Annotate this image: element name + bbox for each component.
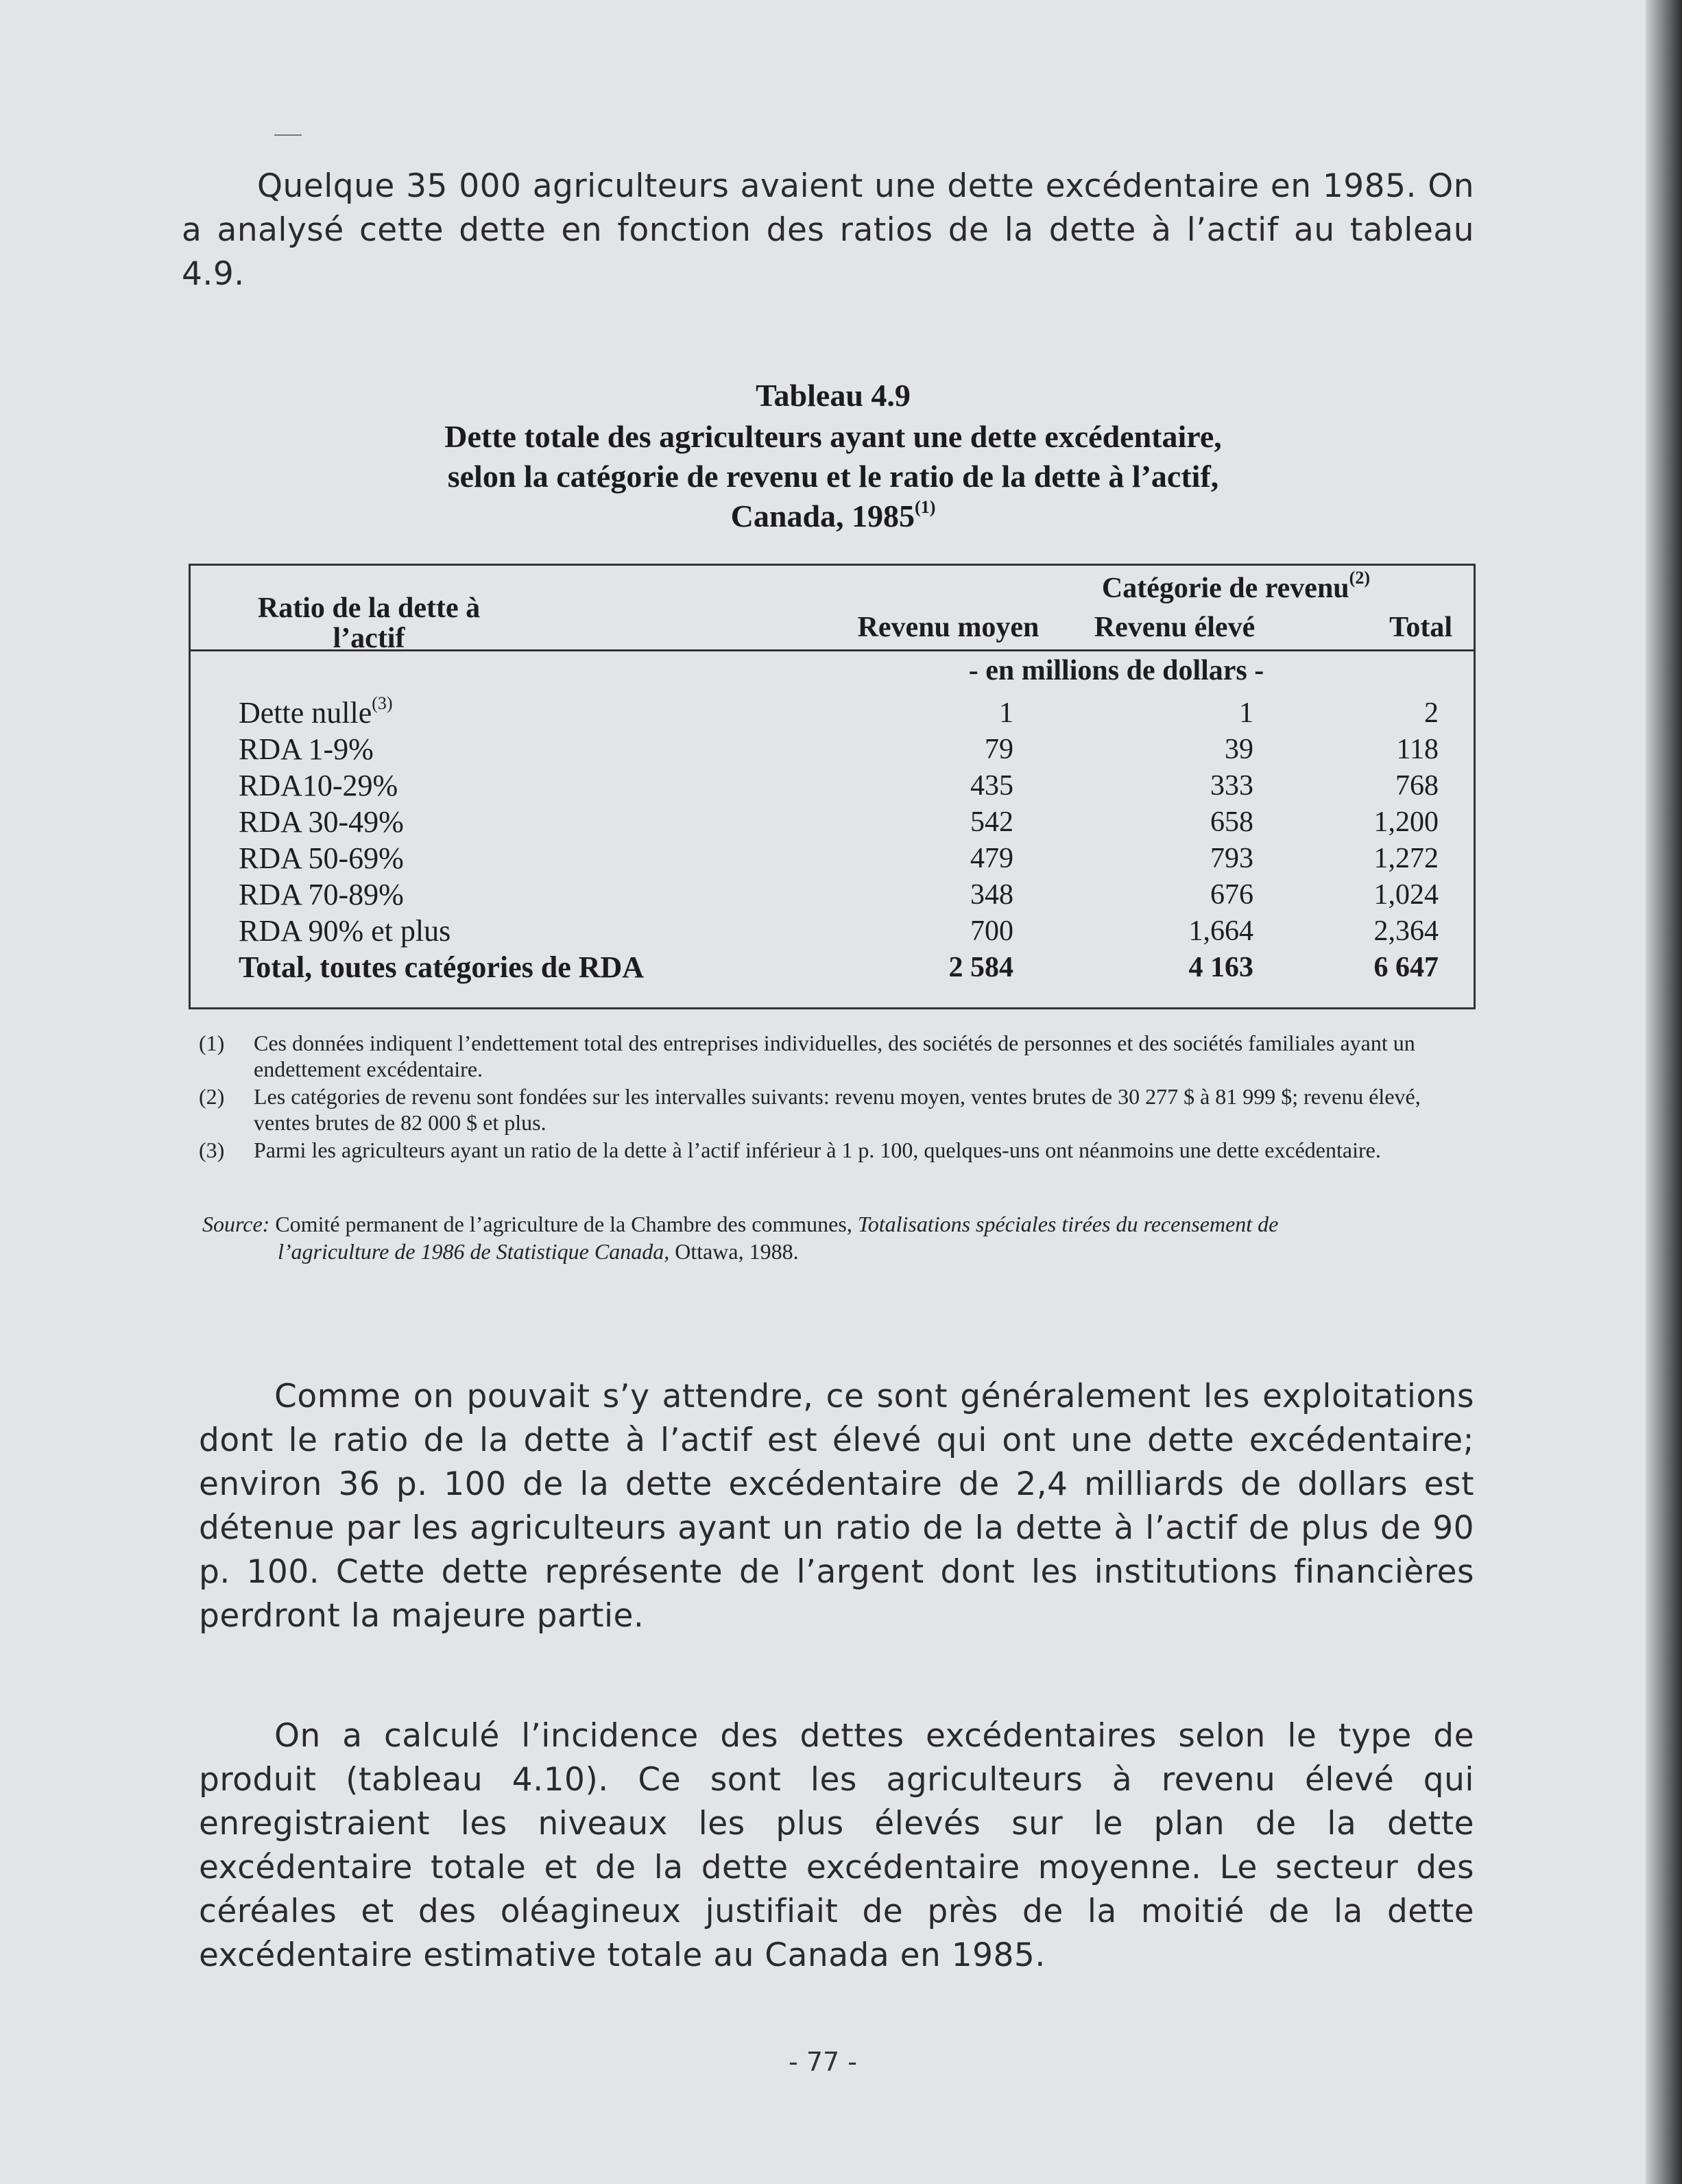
source-label: Source:: [202, 1212, 270, 1236]
cell-revenu-eleve: 4 163: [1188, 952, 1253, 983]
cell-total: 1,272: [1373, 843, 1439, 874]
header-divider: [191, 649, 1474, 651]
cell-total: 2,364: [1373, 915, 1439, 947]
cell-total: 118: [1396, 734, 1439, 765]
cell-revenu-moyen: 479: [970, 843, 1013, 874]
table-title-line-2: selon la catégorie de revenu et le ratio de la dette à l’actif,: [447, 459, 1219, 494]
table-row-label: RDA 30-49%: [239, 805, 404, 839]
table-row-label: RDA 50-69%: [239, 841, 404, 875]
column-header-category: Catégorie de revenu$^{(2)}$: [1101, 568, 1370, 604]
cell-total: 768: [1395, 770, 1439, 802]
source-text-start: Comité permanent de l’agriculture de la Chambre des communes,: [275, 1212, 852, 1236]
cell-total: 6 647: [1373, 952, 1439, 983]
page-number: - 77 -: [789, 2047, 857, 2077]
data-table: [189, 564, 1476, 1009]
table-title-line-3: Canada, 1985$^{(1)}$: [730, 497, 936, 533]
paragraph-intro: Quelque 35 000 agriculteurs avaient une dette excédentaire en 1985. On a analysé cette dette en fonction des ratios de la dette à l’actif au tableau 4.9.: [182, 167, 1474, 293]
table-row-label: RDA10-29%: [239, 769, 398, 802]
table-title: [192, 417, 1474, 536]
paragraph-product: On a calculé l’incidence des dettes excédentaires selon le type de produit (tableau 4.10). Ce sont les agriculteurs à revenu élevé qui enregistraient les niveaux les plus élevés sur le plan de la dette excédentaire totale et de la dette excédentaire moyenne. Le secteur des céréales et des oléagineux justifiait de près de la moitié de la dette excédentaire estimative totale au Canada en 1985.: [199, 1717, 1474, 1974]
cell-revenu-eleve: 1: [1239, 697, 1253, 729]
source-text-end: Ottawa, 1988.: [675, 1239, 799, 1264]
cell-total: 2: [1424, 697, 1439, 729]
cell-revenu-eleve: 39: [1225, 734, 1253, 765]
cell-total: 1,024: [1373, 879, 1439, 911]
cell-revenu-eleve: 333: [1210, 770, 1253, 802]
cell-revenu-moyen: 700: [970, 915, 1013, 947]
column-header-ratio: Ratio de la dette à l’actif: [257, 592, 481, 654]
source-note: [202, 1210, 1457, 1265]
source-title-1: Totalisations spéciales tirées du recensement de: [857, 1212, 1279, 1236]
column-header-revenu-eleve: Revenu élevé: [1094, 612, 1256, 643]
cell-revenu-eleve: 793: [1210, 843, 1253, 874]
page-edge: [1646, 0, 1682, 2184]
unit-label: - en millions de dollars -: [968, 655, 1264, 686]
cell-revenu-moyen: 348: [970, 879, 1013, 911]
cell-revenu-moyen: 542: [970, 806, 1013, 838]
cell-revenu-eleve: 1,664: [1188, 915, 1253, 947]
table-row-label: RDA 90% et plus: [239, 914, 451, 948]
cell-revenu-eleve: 658: [1210, 806, 1253, 838]
table-row-label: Dette nulle$^{(3)}$: [239, 693, 393, 730]
cell-total: 1,200: [1373, 806, 1439, 838]
cell-revenu-moyen: 79: [985, 734, 1013, 765]
table-row-label: RDA 70-89%: [239, 878, 404, 911]
stray-mark: [274, 134, 302, 136]
cell-revenu-moyen: 435: [970, 770, 1013, 802]
column-header-total: Total: [1389, 612, 1452, 643]
page: Quelque 35 000 agriculteurs avaient une dette excédentaire en 1985. On a analysé cette dette en fonction des ratios de la dette à l’actif au tableau 4.9. Tableau 4.9 Dette totale des agriculteurs ayant une dette excédentaire, selon la catégorie de revenu et le ratio de la dette à l’actif, Canada, 1985$^{(1)}$ Ratio de la dette à l’actif Catégorie de revenu$^{(2)}$ Revenu moyen Revenu élevé Total - en millions de dollars - Dette nulle$^{(3)}$ 1 1 2 RDA 1-9% 79 39 118 RDA10-29% 435 333 768 RDA 30-49% 542 658 1,200 RDA 50-69% 479 793 1,272 RDA 70-89% 348 676 1,024 RDA 90% et plus 700 1,664 2,364 Total, toutes catégories de RDA 2 584 4 163 6 647 (1) Ces données indiquent l’endettement total des entreprises individuelles, des sociétés de personnes et des sociétés familiales ayant un endettement excédentaire. (2) Les catégories de revenu sont fondées sur les intervalles suivants: revenu moyen, ventes brutes de 30 277 $ à 81 999 $; revenu élevé, ventes brutes de 82 000 $ et plus. (3) Parmi les agriculteurs ayant un ratio de la dette à l’actif inférieur à 1 p. 100, quelques-uns ont néanmoins une dette excédentaire. Source: Comité permanent de l’agriculture de la Chambre des communes, Totalisations spéciales tirées du recensement de l’agriculture de 1986 de Statistique Canada, Ottawa, 1988. Comme on pouvait s’y attendre, ce sont généralement les exploitations dont le ratio de la dette à l’actif est élevé qui ont une dette excédentaire; environ 36 p. 100 de la dette excédentaire de 2,4 milliards de dollars est détenue par les agriculteurs ayant un ratio de la dette à l’actif de plus de 90 p. 100. Cette dette représente de l’argent dont les institutions financières perdront la majeure partie. On a calculé l’incidence des dettes excédentaires selon le type de produit (tableau 4.10). Ce sont les agriculteurs à revenu élevé qui enregistraient les niveaux les plus élevés sur le plan de la dette excédentaire totale et de la dette excédentaire moyenne. Le secteur des céréales et des oléagineux justifiait de près de la moitié de la dette excédentaire estimative totale au Canada en 1985. - 77 -: [0, 0, 1646, 2184]
cell-revenu-moyen: 2 584: [948, 952, 1013, 983]
table-title-line-1: Dette totale des agriculteurs ayant une dette excédentaire,: [444, 419, 1222, 454]
cell-revenu-eleve: 676: [1210, 879, 1253, 911]
column-header-revenu-moyen: Revenu moyen: [857, 612, 1040, 643]
source-title-2: l’agriculture de 1986 de Statistique Canada,: [278, 1239, 670, 1264]
table-row-label: Total, toutes catégories de RDA: [239, 950, 645, 984]
table-row-label: RDA 1-9%: [239, 732, 374, 766]
paragraph-analysis: Comme on pouvait s’y attendre, ce sont généralement les exploitations dont le ratio de la dette à l’actif est élevé qui ont une dette excédentaire; environ 36 p. 100 de la dette excédentaire de 2,4 milliards de dollars est détenue par les agriculteurs ayant un ratio de la dette à l’actif de plus de 90 p. 100. Cette dette représente de l’argent dont les institutions financières perdront la majeure partie.: [199, 1378, 1474, 1635]
table-label: Tableau 4.9: [756, 378, 911, 413]
cell-revenu-moyen: 1: [999, 697, 1013, 729]
